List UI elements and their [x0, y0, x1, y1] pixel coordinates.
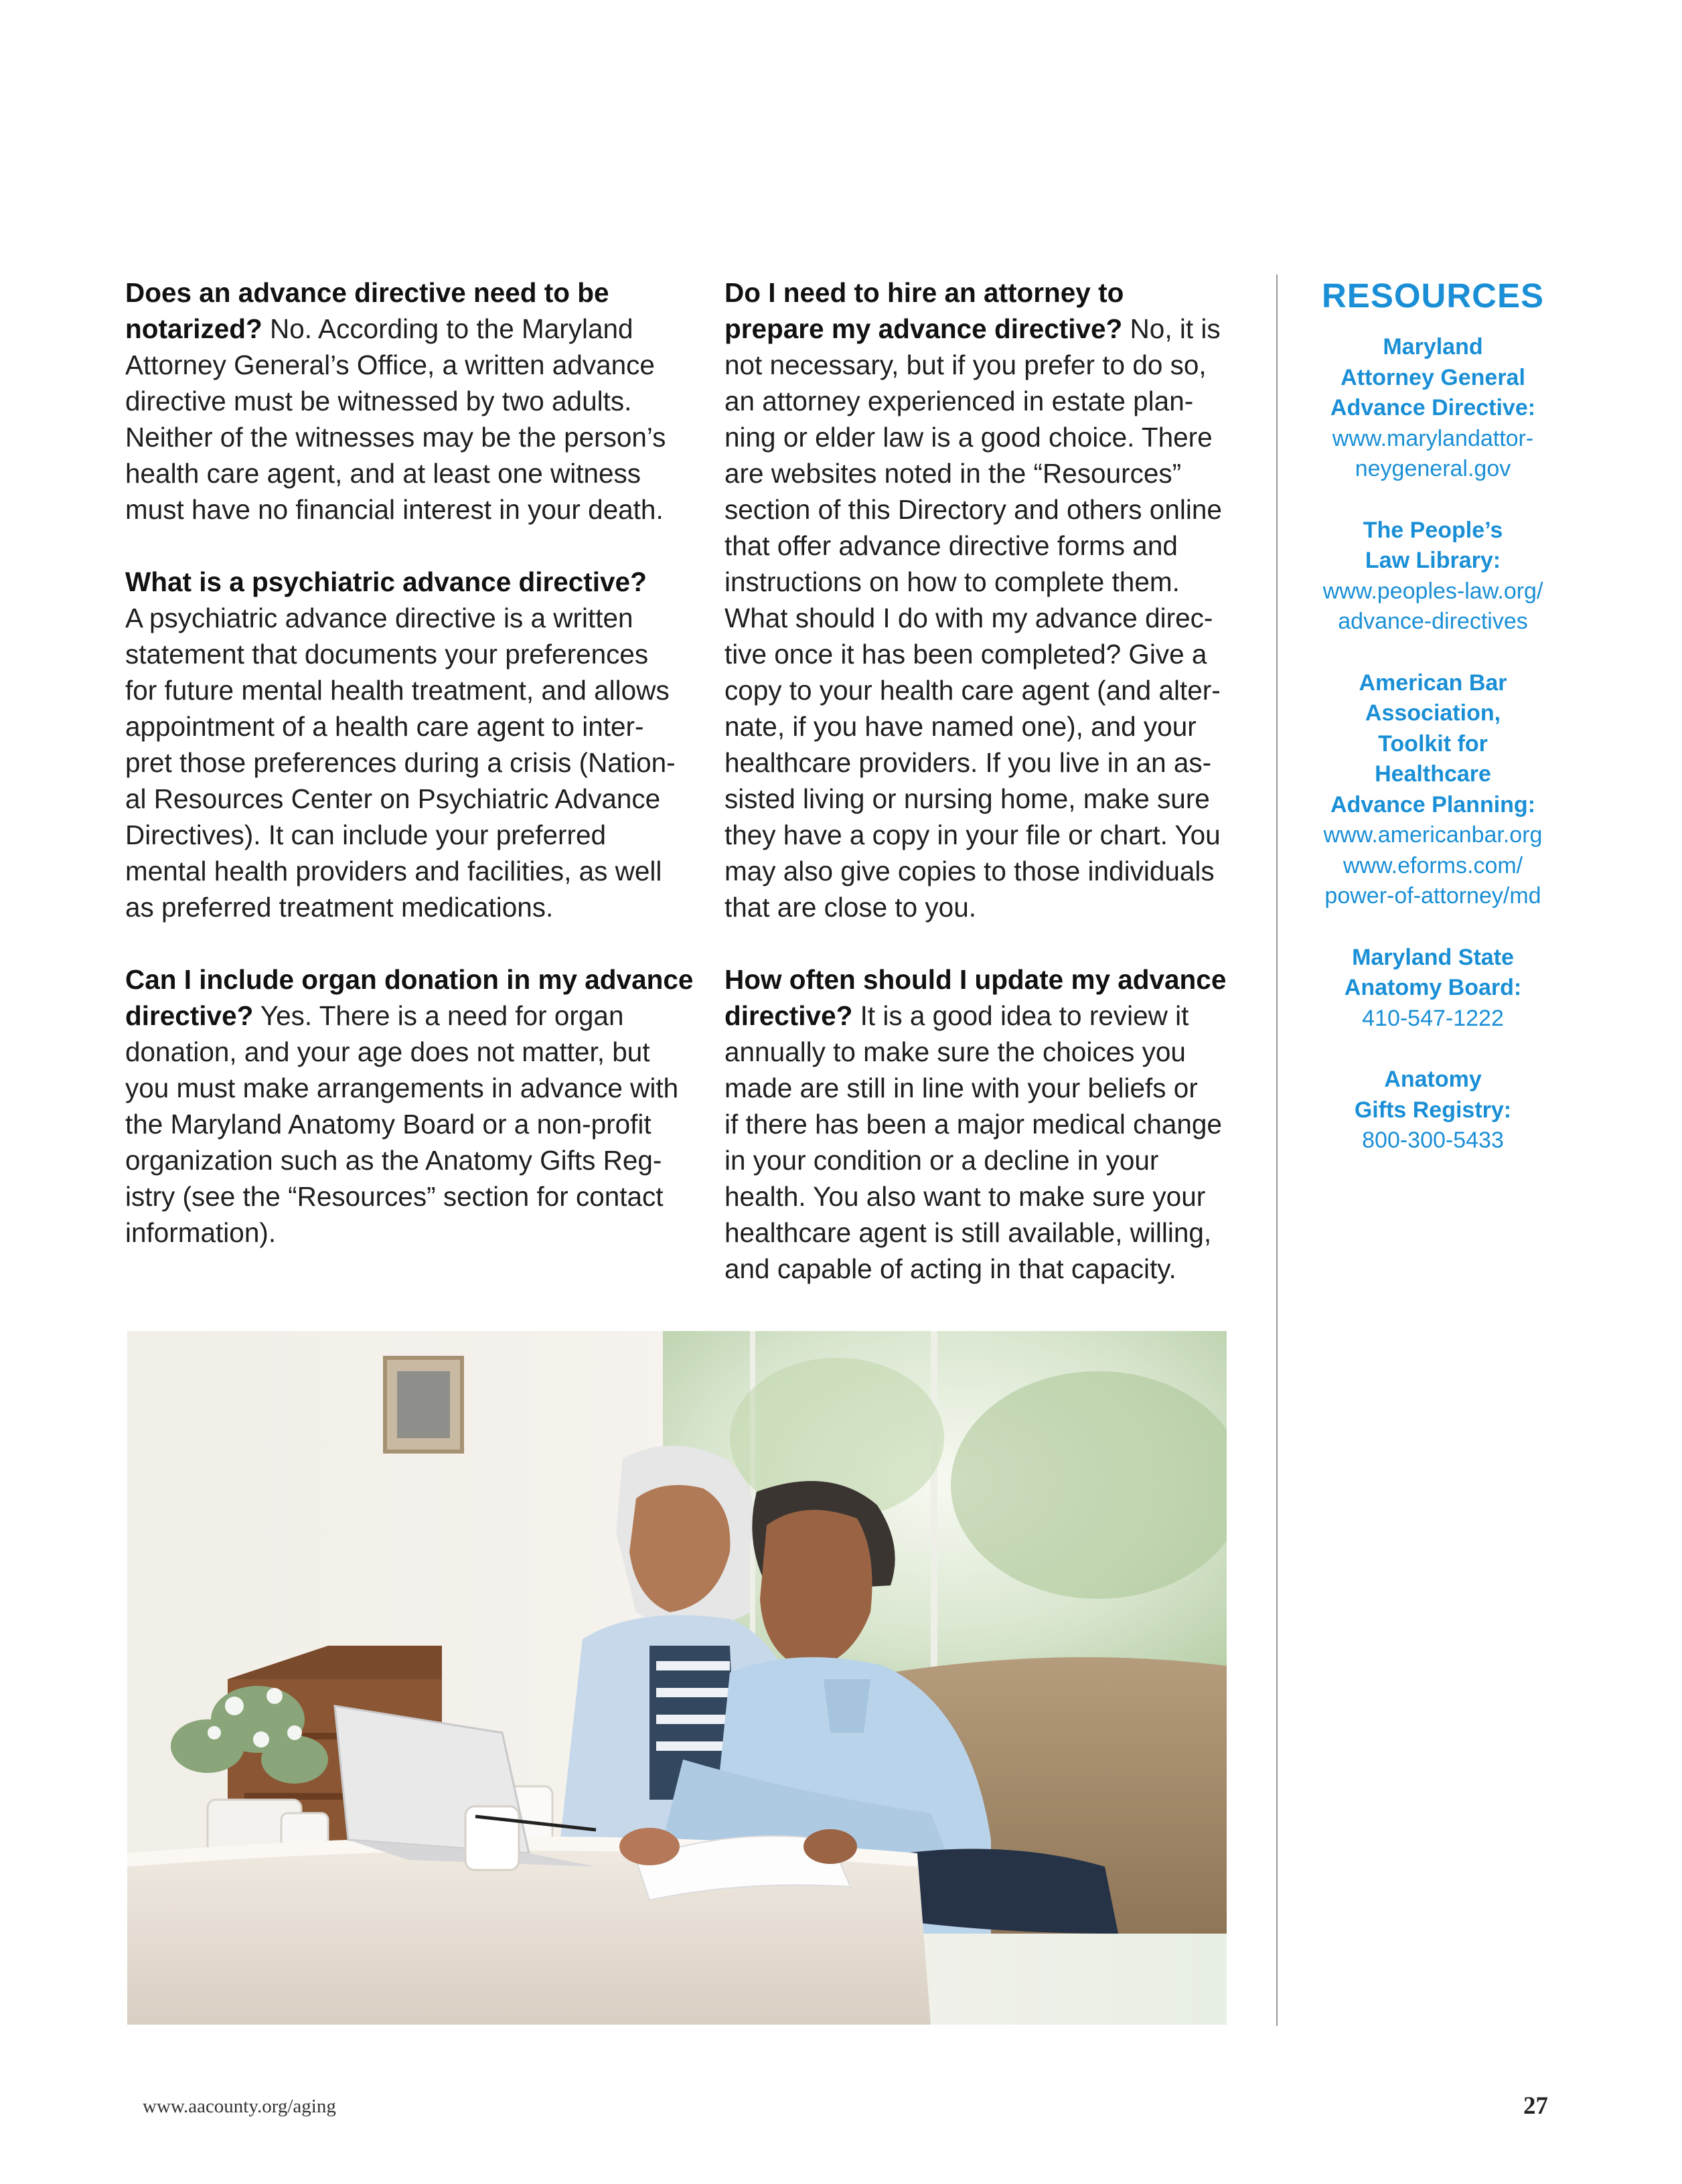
resource-contact: www.marylandattor- [1332, 425, 1534, 451]
paragraph-text: health care agent, and at least one witness [125, 458, 641, 489]
resource-name: American Bar [1359, 670, 1507, 696]
question-heading: Do I need to hire an attorney to [724, 277, 1124, 308]
resource-entry [1292, 332, 1574, 485]
question-heading: notarized? [125, 313, 262, 344]
article-paragraph [125, 564, 698, 925]
paragraph-text: information). [125, 1217, 277, 1248]
resource-name: The People’s [1363, 517, 1503, 543]
resource-contact: www.eforms.com/ [1343, 852, 1523, 878]
paragraph-text: health. You also want to make sure your [724, 1181, 1206, 1212]
resource-contact: 800-300-5433 [1362, 1127, 1504, 1153]
paragraph-text: if there has been a major medical change [724, 1109, 1222, 1140]
resource-entry [1292, 1065, 1574, 1156]
resource-name: Association, [1365, 700, 1501, 726]
resource-name: Gifts Registry: [1354, 1097, 1512, 1123]
paragraph-text: Directives). It can include your preferred [125, 820, 607, 850]
article-paragraph [724, 275, 1253, 925]
paragraph-text: the Maryland Anatomy Board or a non-profit [125, 1109, 652, 1140]
question-heading: What is a psychiatric advance directive? [125, 566, 647, 597]
paragraph-text: organization such as the Anatomy Gifts Reg- [125, 1145, 662, 1176]
resource-name: Anatomy Board: [1344, 975, 1522, 1000]
question-heading: prepare my advance directive? [724, 313, 1123, 344]
resource-entry [1292, 516, 1574, 637]
paragraph-text: pret those preferences during a crisis (Nation- [125, 747, 676, 778]
paragraph-text: are websites noted in the “Resources” [724, 458, 1182, 489]
paragraph-text: that offer advance directive forms and [724, 530, 1178, 561]
paragraph-text: for future mental health treatment, and allows [125, 675, 670, 706]
paragraph-text: and capable of acting in that capacity. [724, 1253, 1176, 1284]
paragraph-text: they have a copy in your file or chart. You [724, 820, 1221, 850]
resource-entry [1292, 668, 1574, 912]
resources-title: RESOURCES [1321, 277, 1545, 315]
resource-entry [1292, 943, 1574, 1034]
question-heading: Can I include organ donation in my advance [125, 964, 694, 995]
question-heading: How often should I update my advance [724, 964, 1227, 995]
paragraph-text: annually to make sure the choices you [724, 1036, 1186, 1067]
paragraph-text: copy to your health care agent (and alter- [724, 675, 1221, 706]
paragraph-text: No. According to the Maryland [262, 313, 633, 344]
photo-couple-with-laptop [127, 1331, 1227, 2025]
paragraph-text: must have no financial interest in your death. [125, 494, 664, 525]
paragraph-text: section of this Directory and others online [724, 494, 1222, 525]
footer-url: www.aacounty.org/aging [143, 2096, 336, 2117]
paragraph-text: not necessary, but if you prefer to do so, [724, 349, 1207, 380]
article-paragraph [125, 961, 698, 1251]
paragraph-text: an attorney experienced in estate plan- [724, 386, 1194, 416]
page-number: 27 [1523, 2092, 1548, 2120]
resource-name: Advance Directive: [1330, 395, 1536, 420]
paragraph-text: that are close to you. [724, 892, 976, 923]
paragraph-text: ning or elder law is a good choice. There [724, 422, 1213, 453]
article-paragraph [724, 961, 1253, 1287]
paragraph-text: al Resources Center on Psychiatric Advance [125, 783, 661, 814]
question-heading: directive? [125, 1000, 254, 1031]
paragraph-text: sisted living or nursing home, make sure [724, 783, 1210, 814]
paragraph-text: What should I do with my advance direc- [724, 603, 1213, 633]
paragraph-text: No, it is [1122, 313, 1221, 344]
article-column-left [125, 275, 698, 1287]
resource-name: Law Library: [1365, 548, 1501, 573]
resources-sidebar [1292, 275, 1574, 1187]
paragraph-text: as preferred treatment medications. [125, 892, 554, 923]
resource-name: Maryland [1383, 334, 1483, 360]
resource-contact: neygeneral.gov [1355, 456, 1511, 481]
paragraph-text: It is a good idea to review it [852, 1000, 1189, 1031]
paragraph-text: appointment of a health care agent to inter- [125, 711, 644, 742]
question-heading: Does an advance directive need to be [125, 277, 609, 308]
paragraph-text: istry (see the “Resources” section for contact [125, 1181, 664, 1212]
paragraph-text: in your condition or a decline in your [724, 1145, 1159, 1176]
paragraph-text: statement that documents your preferences [125, 639, 649, 670]
paragraph-text: Neither of the witnesses may be the person’s [125, 422, 666, 453]
resource-contact: power-of-attorney/md [1324, 883, 1541, 909]
resource-name: Healthcare [1375, 761, 1491, 787]
article-paragraph [125, 275, 698, 528]
photo-illustration [127, 1331, 1227, 2025]
resource-contact: advance-directives [1338, 609, 1528, 634]
column-divider [1276, 275, 1278, 2026]
paragraph-text: healthcare agent is still available, willing, [724, 1217, 1212, 1248]
article-column-right [724, 275, 1253, 1323]
resources-list [1292, 332, 1574, 1156]
resource-name: Attorney General [1341, 364, 1525, 390]
paragraph-text: instructions on how to complete them. [724, 566, 1180, 597]
paragraph-text: Yes. There is a need for organ [253, 1000, 624, 1031]
paragraph-text: may also give copies to those individuals [724, 856, 1215, 886]
paragraph-text: made are still in line with your beliefs or [724, 1073, 1198, 1103]
paragraph-text: Attorney General’s Office, a written advance [125, 349, 655, 380]
paragraph-text: nate, if you have named one), and your [724, 711, 1197, 742]
resource-contact: www.americanbar.org [1323, 822, 1543, 848]
paragraph-text: mental health providers and facilities, as well [125, 856, 662, 886]
paragraph-text: you must make arrangements in advance with [125, 1073, 679, 1103]
paragraph-text: healthcare providers. If you live in an as- [724, 747, 1212, 778]
resource-name: Anatomy [1384, 1067, 1482, 1092]
resource-contact: 410-547-1222 [1362, 1005, 1504, 1031]
resource-name: Maryland State [1352, 944, 1514, 970]
paragraph-text: directive must be witnessed by two adults. [125, 386, 632, 416]
resource-name: Toolkit for [1378, 730, 1488, 757]
paragraph-text: tive once it has been completed? Give a [724, 639, 1207, 670]
paragraph-text: A psychiatric advance directive is a written [125, 603, 633, 633]
resource-name: Advance Planning: [1330, 791, 1536, 817]
resource-contact: www.peoples-law.org/ [1322, 578, 1543, 604]
paragraph-text: donation, and your age does not matter, but [125, 1036, 650, 1067]
question-heading: directive? [724, 1000, 853, 1031]
